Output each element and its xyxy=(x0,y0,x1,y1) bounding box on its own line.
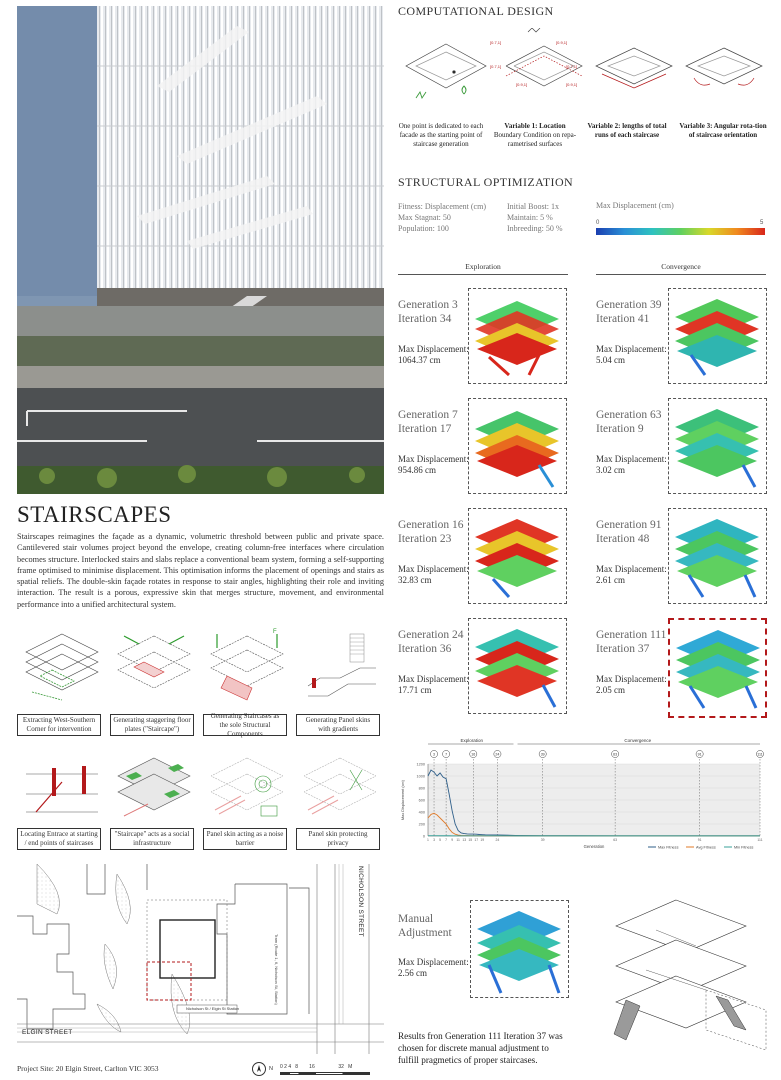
site-plan xyxy=(17,864,384,1054)
north-label: N xyxy=(269,1066,273,1072)
manual-adjustment-axonometric xyxy=(596,890,771,1050)
tram-route-label: Tram (Route 1, 6, Nicholson St, Station) xyxy=(274,934,279,1005)
chart-x-label: Generation xyxy=(583,844,605,849)
social-infrastructure-diagram xyxy=(114,750,194,826)
chart-marker-label: 91 xyxy=(697,752,702,757)
convergence-frame-1 xyxy=(668,288,767,384)
exploration-frame-1 xyxy=(468,288,567,384)
exploration-frame-4 xyxy=(468,618,567,714)
comp-caption-4: Variable 3: Angular rota-tion of staircase orientation xyxy=(679,122,767,139)
exploration-row-4: Generation 24 Iteration 36 Max Displacement: 17.71 cm xyxy=(398,618,570,718)
structural-optimization-heading: STRUCTURAL OPTIMIZATION xyxy=(398,175,574,189)
chart-marker-label: 7 xyxy=(445,752,448,757)
extract-corner-diagram xyxy=(22,626,102,706)
chart-y-tick-label: 0 xyxy=(422,834,425,839)
scale-max: 5 xyxy=(760,220,764,226)
comp-diagram-3 xyxy=(596,48,672,88)
convergence-model-3 xyxy=(669,509,766,603)
nicholson-street-label: NICHOLSON STREET xyxy=(357,866,364,937)
building-render-image xyxy=(17,6,384,494)
diagram-caption-3: Generating Staircases as the sole Structural Components xyxy=(203,714,287,736)
chart-x-tick-label: 111 xyxy=(757,838,763,842)
chart-x-tick-label: 91 xyxy=(697,838,702,842)
svg-text:F: F xyxy=(273,629,277,635)
project-description: Stairscapes reimagines the façade as a dynamic, volumetric threshold between public and private space. Cantilevered stair volumes project beyond the envelope, creating column-free interfaces where circulation becomes structure. Interlocked stairs and slabs replace a conventional beam system, forming a self-supporting frame optimised to minimise displacement. This optimisation informs the placement of openings and stairs as spatial reliefs. The double-skin façade rotates in response to stair angles, highlighting their role and inviting interaction. The result is a porous, expressive skin that merges structure, movement, and environmental performance into a unified architectural system. xyxy=(17,532,384,609)
results-text: Results fron Generation 111 Iteration 37 was chosen for discrete manual adjustment to fulfill pragmetics of proper staircases. xyxy=(398,1031,563,1065)
chart-marker-label: 111 xyxy=(757,752,763,757)
svg-text:[0.7,1]: [0.7,1] xyxy=(490,64,502,69)
convergence-model-2 xyxy=(669,399,766,493)
convergence-divider xyxy=(596,274,766,275)
displacement-color-scale xyxy=(596,228,765,235)
tram-stop-label: Nicholson St / Elgin St Station xyxy=(186,1006,240,1011)
chart-x-tick-label: 11 xyxy=(456,838,460,842)
chart-y-label: Max Displacement (cm) xyxy=(401,780,405,820)
noise-barrier-diagram xyxy=(207,750,287,826)
params-mid: Initial Boost: 1x Maintain: 5 % Inbreeding: 50 % xyxy=(507,202,563,233)
convergence-column-label: Convergence xyxy=(661,262,701,271)
diagram-caption-2: Generating staggering floor plates ("Staircape") xyxy=(110,714,194,736)
convergence-row-1: Generation 39 Iteration 41 Max Displacement: 5.04 cm xyxy=(596,288,768,388)
chart-x-tick-label: 1 xyxy=(427,838,429,842)
comp-caption-3: Variable 2: lengths of total runs of each staircase xyxy=(587,122,667,139)
svg-text:[0.7,1]: [0.7,1] xyxy=(566,64,578,69)
chart-marker-label: 63 xyxy=(613,752,618,757)
staircase-structure-diagram xyxy=(207,626,287,706)
chart-x-tick-label: 3 xyxy=(433,838,435,842)
floor-plates-diagram xyxy=(114,626,194,706)
manual-adjustment-frame xyxy=(470,900,569,998)
exploration-row-1: Generation 3 Iteration 34 Max Displacement: 1064.37 cm xyxy=(398,288,570,388)
manual-displacement-value: 2.56 cm xyxy=(398,968,427,978)
comp-caption-2: Variable 1: Location Boundary Condition on repa-rametrised surfaces xyxy=(493,122,577,148)
comp-diagram-1 xyxy=(406,44,486,88)
convergence-row-4: Generation 111 Iteration 37 Max Displacement: 2.05 cm xyxy=(596,618,768,718)
hero-render xyxy=(17,6,384,494)
exploration-model-3 xyxy=(469,509,566,603)
chart-marker-label: 39 xyxy=(540,752,545,757)
exploration-row-3: Generation 16 Iteration 23 Max Displacement: 32.83 cm xyxy=(398,508,570,608)
computational-design-heading: COMPUTATIONAL DESIGN xyxy=(398,4,554,18)
diagram-caption-6: "Staircape" acts as a social infrastructure xyxy=(110,828,194,850)
site-caption: Project Site: 20 Elgin Street, Carlton VIC 3053 xyxy=(17,1064,159,1073)
convergence-row-3: Generation 91 Iteration 48 Max Displacement: 2.61 cm xyxy=(596,508,768,608)
convergence-model-4 xyxy=(670,620,765,716)
site-plan-drawing xyxy=(17,864,384,1054)
exploration-column-label: Exploration xyxy=(465,262,501,271)
exploration-frame-3 xyxy=(468,508,567,604)
manual-displacement-label: Max Displacement: xyxy=(398,957,469,967)
chart-x-tick-label: 63 xyxy=(613,838,618,842)
exploration-model-2 xyxy=(469,399,566,493)
exploration-divider xyxy=(398,274,568,275)
svg-text:[0.7,1]: [0.7,1] xyxy=(490,40,502,45)
elgin-street-label: ELGIN STREET xyxy=(22,1029,73,1036)
computational-diagrams xyxy=(398,28,773,118)
chart-x-tick-label: 9 xyxy=(451,838,454,842)
svg-text:[0.9,1]: [0.9,1] xyxy=(516,82,528,87)
chart-x-tick-label: 13 xyxy=(462,838,467,842)
svg-text:[0.9,1]: [0.9,1] xyxy=(556,40,568,45)
convergence-frame-3 xyxy=(668,508,767,604)
scale-bar xyxy=(280,1072,370,1075)
chart-x-tick-label: 24 xyxy=(495,838,500,842)
chart-x-tick-label: 5 xyxy=(439,838,442,842)
params-left: Fitness: Displacement (cm) Max Stagnat: 50 Population: 100 xyxy=(398,202,486,233)
chart-x-tick-label: 7 xyxy=(445,838,448,842)
exploration-model-1 xyxy=(469,289,566,383)
exploration-row-2: Generation 7 Iteration 17 Max Displacement: 954.86 cm xyxy=(398,398,570,498)
chart-y-tick-label: 400 xyxy=(418,810,425,815)
panel-skins-diagram xyxy=(300,626,380,706)
scale-min: 0 xyxy=(596,220,600,226)
convergence-row-2: Generation 63 Iteration 9 Max Displacement: 3.02 cm xyxy=(596,398,768,498)
scale-label: Max Displacement (cm) xyxy=(596,201,674,210)
chart-legend-label: Avg Fitness xyxy=(696,845,716,850)
exploration-model-4 xyxy=(469,619,566,713)
north-arrow-icon xyxy=(253,1064,265,1076)
north-arrow xyxy=(252,1062,266,1076)
chart-y-tick-label: 800 xyxy=(418,786,425,791)
chart-x-tick-label: 15 xyxy=(468,838,473,842)
comp-caption-1: One point is dedicated to each facade as the starting point of staircase generation xyxy=(398,122,484,148)
chart-marker-label: 16 xyxy=(471,752,476,757)
chart-x-tick-label: 17 xyxy=(474,838,479,842)
diagram-caption-4: Generating Panel skins with gradients xyxy=(296,714,380,736)
convergence-frame-4-selected xyxy=(668,618,767,718)
manual-adjustment-model xyxy=(471,901,568,997)
convergence-frame-2 xyxy=(668,398,767,494)
chart-section-label-convergence: Convergence xyxy=(624,738,652,743)
comp-diagram-4 xyxy=(686,48,762,85)
diagram-caption-7: Panel skin acting as a noise barrier xyxy=(203,828,287,850)
convergence-model-1 xyxy=(669,289,766,383)
scale-bar-label: 0 2 4 8 16 32 M xyxy=(280,1064,353,1070)
diagram-caption-5: Locating Entrace at starting / end points of staircases xyxy=(17,828,101,850)
chart-y-tick-label: 600 xyxy=(418,798,425,803)
privacy-diagram xyxy=(300,750,380,826)
svg-text:[0.9,1]: [0.9,1] xyxy=(566,82,578,87)
chart-marker-label: 24 xyxy=(495,752,500,757)
chart-legend-label: Min Fitness xyxy=(734,845,754,850)
chart-section-label-exploration: Exploration xyxy=(460,738,484,743)
chart-marker-label: 3 xyxy=(433,752,436,757)
manual-adjustment-title: Manual Adjustment xyxy=(398,913,452,939)
chart-x-tick-label: 19 xyxy=(480,838,485,842)
chart-y-tick-label: 1000 xyxy=(416,774,425,779)
diagram-grid xyxy=(17,626,384,856)
comp-diagram-2 xyxy=(506,28,582,86)
diagram-caption-1: Extracting West-Southern Corner for intervention xyxy=(17,714,101,736)
chart-y-tick-label: 1200 xyxy=(416,762,425,767)
exploration-frame-2 xyxy=(468,398,567,494)
diagram-caption-8: Panel skin protecting privacy xyxy=(296,828,380,850)
entrance-diagram xyxy=(22,754,102,824)
project-title: STAIRSCAPES xyxy=(17,502,172,527)
chart-x-tick-label: 39 xyxy=(540,838,545,842)
fitness-chart xyxy=(398,736,770,866)
chart-y-tick-label: 200 xyxy=(418,822,425,827)
chart-legend-label: Max Fitness xyxy=(658,845,679,850)
